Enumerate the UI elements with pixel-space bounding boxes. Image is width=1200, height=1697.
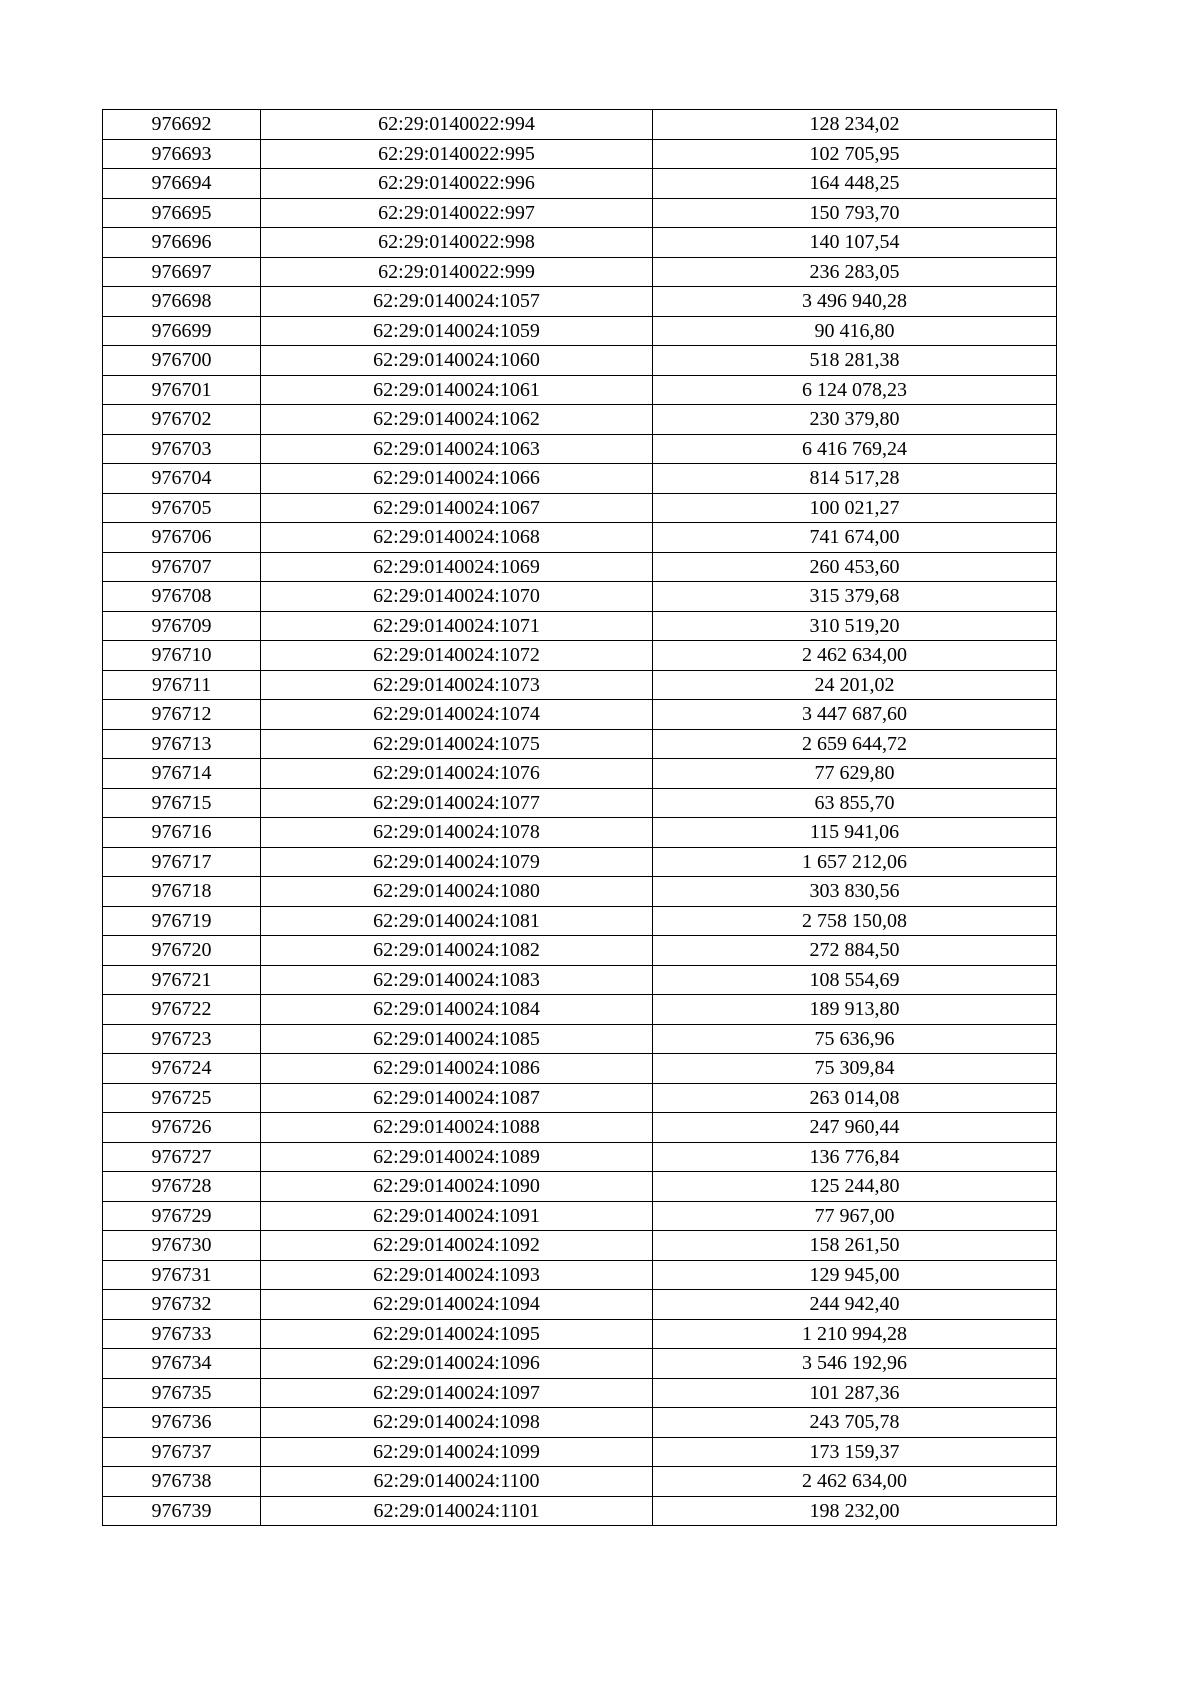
cadastral-number-cell: 62:29:0140024:1085 bbox=[261, 1024, 653, 1054]
row-number-cell: 976727 bbox=[103, 1142, 261, 1172]
table-row bbox=[103, 906, 1057, 936]
table-row bbox=[103, 1437, 1057, 1467]
cadastral-number-cell: 62:29:0140022:999 bbox=[261, 257, 653, 287]
cadastral-number-cell: 62:29:0140024:1098 bbox=[261, 1408, 653, 1438]
table-row bbox=[103, 877, 1057, 907]
row-number-cell: 976735 bbox=[103, 1378, 261, 1408]
row-number-cell: 976700 bbox=[103, 346, 261, 376]
cadastral-value-cell: 814 517,28 bbox=[653, 464, 1057, 494]
row-number-cell: 976694 bbox=[103, 169, 261, 199]
row-number-cell: 976733 bbox=[103, 1319, 261, 1349]
row-number-cell: 976718 bbox=[103, 877, 261, 907]
cadastral-value-cell: 189 913,80 bbox=[653, 995, 1057, 1025]
cadastral-value-cell: 2 462 634,00 bbox=[653, 1467, 1057, 1497]
cadastral-number-cell: 62:29:0140024:1088 bbox=[261, 1113, 653, 1143]
cadastral-value-cell: 310 519,20 bbox=[653, 611, 1057, 641]
row-number-cell: 976719 bbox=[103, 906, 261, 936]
cadastral-value-cell: 1 657 212,06 bbox=[653, 847, 1057, 877]
row-number-cell: 976714 bbox=[103, 759, 261, 789]
cadastral-number-cell: 62:29:0140024:1060 bbox=[261, 346, 653, 376]
table-row bbox=[103, 1231, 1057, 1261]
table-body bbox=[103, 110, 1057, 1526]
cadastral-value-cell: 101 287,36 bbox=[653, 1378, 1057, 1408]
row-number-cell: 976738 bbox=[103, 1467, 261, 1497]
cadastral-value-cell: 90 416,80 bbox=[653, 316, 1057, 346]
row-number-cell: 976734 bbox=[103, 1349, 261, 1379]
row-number-cell: 976696 bbox=[103, 228, 261, 258]
cadastral-value-cell: 272 884,50 bbox=[653, 936, 1057, 966]
table-row bbox=[103, 257, 1057, 287]
cadastral-value-cell: 158 261,50 bbox=[653, 1231, 1057, 1261]
row-number-cell: 976703 bbox=[103, 434, 261, 464]
cadastral-value-cell: 244 942,40 bbox=[653, 1290, 1057, 1320]
cadastral-number-cell: 62:29:0140022:994 bbox=[261, 110, 653, 140]
cadastral-number-cell: 62:29:0140024:1084 bbox=[261, 995, 653, 1025]
row-number-cell: 976717 bbox=[103, 847, 261, 877]
row-number-cell: 976705 bbox=[103, 493, 261, 523]
cadastral-value-cell: 129 945,00 bbox=[653, 1260, 1057, 1290]
row-number-cell: 976711 bbox=[103, 670, 261, 700]
cadastral-value-cell: 3 447 687,60 bbox=[653, 700, 1057, 730]
row-number-cell: 976723 bbox=[103, 1024, 261, 1054]
cadastral-number-cell: 62:29:0140024:1072 bbox=[261, 641, 653, 671]
cadastral-number-cell: 62:29:0140024:1071 bbox=[261, 611, 653, 641]
cadastral-number-cell: 62:29:0140024:1093 bbox=[261, 1260, 653, 1290]
cadastral-value-cell: 75 636,96 bbox=[653, 1024, 1057, 1054]
row-number-cell: 976693 bbox=[103, 139, 261, 169]
table-row bbox=[103, 316, 1057, 346]
cadastral-number-cell: 62:29:0140022:998 bbox=[261, 228, 653, 258]
table-row bbox=[103, 729, 1057, 759]
cadastral-value-table bbox=[102, 109, 1057, 1526]
cadastral-value-cell: 6 124 078,23 bbox=[653, 375, 1057, 405]
cadastral-number-cell: 62:29:0140024:1077 bbox=[261, 788, 653, 818]
cadastral-value-cell: 128 234,02 bbox=[653, 110, 1057, 140]
row-number-cell: 976724 bbox=[103, 1054, 261, 1084]
cadastral-number-cell: 62:29:0140024:1076 bbox=[261, 759, 653, 789]
table-row bbox=[103, 198, 1057, 228]
cadastral-number-cell: 62:29:0140024:1099 bbox=[261, 1437, 653, 1467]
table-row bbox=[103, 228, 1057, 258]
cadastral-value-cell: 150 793,70 bbox=[653, 198, 1057, 228]
row-number-cell: 976698 bbox=[103, 287, 261, 317]
cadastral-number-cell: 62:29:0140024:1080 bbox=[261, 877, 653, 907]
table-row bbox=[103, 700, 1057, 730]
cadastral-number-cell: 62:29:0140024:1068 bbox=[261, 523, 653, 553]
table-row bbox=[103, 287, 1057, 317]
cadastral-value-cell: 140 107,54 bbox=[653, 228, 1057, 258]
cadastral-number-cell: 62:29:0140024:1090 bbox=[261, 1172, 653, 1202]
table-row bbox=[103, 1083, 1057, 1113]
cadastral-number-cell: 62:29:0140024:1075 bbox=[261, 729, 653, 759]
cadastral-value-cell: 125 244,80 bbox=[653, 1172, 1057, 1202]
cadastral-value-cell: 741 674,00 bbox=[653, 523, 1057, 553]
cadastral-number-cell: 62:29:0140024:1078 bbox=[261, 818, 653, 848]
cadastral-value-cell: 315 379,68 bbox=[653, 582, 1057, 612]
table-row bbox=[103, 1378, 1057, 1408]
table-row bbox=[103, 169, 1057, 199]
row-number-cell: 976692 bbox=[103, 110, 261, 140]
row-number-cell: 976739 bbox=[103, 1496, 261, 1526]
row-number-cell: 976710 bbox=[103, 641, 261, 671]
table-row bbox=[103, 582, 1057, 612]
table-row bbox=[103, 847, 1057, 877]
cadastral-value-cell: 173 159,37 bbox=[653, 1437, 1057, 1467]
row-number-cell: 976721 bbox=[103, 965, 261, 995]
table-row bbox=[103, 818, 1057, 848]
cadastral-number-cell: 62:29:0140024:1062 bbox=[261, 405, 653, 435]
table-row bbox=[103, 1113, 1057, 1143]
cadastral-number-cell: 62:29:0140024:1066 bbox=[261, 464, 653, 494]
table-row bbox=[103, 1172, 1057, 1202]
cadastral-value-cell: 75 309,84 bbox=[653, 1054, 1057, 1084]
table-row bbox=[103, 375, 1057, 405]
row-number-cell: 976729 bbox=[103, 1201, 261, 1231]
table-row bbox=[103, 346, 1057, 376]
row-number-cell: 976715 bbox=[103, 788, 261, 818]
cadastral-number-cell: 62:29:0140024:1057 bbox=[261, 287, 653, 317]
table-row bbox=[103, 788, 1057, 818]
cadastral-number-cell: 62:29:0140024:1074 bbox=[261, 700, 653, 730]
row-number-cell: 976712 bbox=[103, 700, 261, 730]
table-row bbox=[103, 1142, 1057, 1172]
table-row bbox=[103, 139, 1057, 169]
cadastral-number-cell: 62:29:0140024:1079 bbox=[261, 847, 653, 877]
table-row bbox=[103, 1290, 1057, 1320]
table-row bbox=[103, 1054, 1057, 1084]
cadastral-value-cell: 230 379,80 bbox=[653, 405, 1057, 435]
cadastral-value-cell: 3 496 940,28 bbox=[653, 287, 1057, 317]
cadastral-value-cell: 2 659 644,72 bbox=[653, 729, 1057, 759]
table-row bbox=[103, 405, 1057, 435]
cadastral-value-cell: 136 776,84 bbox=[653, 1142, 1057, 1172]
table-row bbox=[103, 523, 1057, 553]
table-row bbox=[103, 1024, 1057, 1054]
row-number-cell: 976695 bbox=[103, 198, 261, 228]
cadastral-number-cell: 62:29:0140024:1096 bbox=[261, 1349, 653, 1379]
row-number-cell: 976697 bbox=[103, 257, 261, 287]
cadastral-number-cell: 62:29:0140024:1100 bbox=[261, 1467, 653, 1497]
table-row bbox=[103, 759, 1057, 789]
cadastral-number-cell: 62:29:0140024:1087 bbox=[261, 1083, 653, 1113]
cadastral-value-cell: 260 453,60 bbox=[653, 552, 1057, 582]
cadastral-number-cell: 62:29:0140024:1059 bbox=[261, 316, 653, 346]
table-row bbox=[103, 1201, 1057, 1231]
cadastral-number-cell: 62:29:0140024:1091 bbox=[261, 1201, 653, 1231]
row-number-cell: 976704 bbox=[103, 464, 261, 494]
cadastral-number-cell: 62:29:0140024:1081 bbox=[261, 906, 653, 936]
cadastral-value-cell: 115 941,06 bbox=[653, 818, 1057, 848]
cadastral-value-cell: 518 281,38 bbox=[653, 346, 1057, 376]
table-row bbox=[103, 1408, 1057, 1438]
row-number-cell: 976720 bbox=[103, 936, 261, 966]
cadastral-number-cell: 62:29:0140024:1070 bbox=[261, 582, 653, 612]
cadastral-number-cell: 62:29:0140024:1083 bbox=[261, 965, 653, 995]
table-row bbox=[103, 641, 1057, 671]
cadastral-number-cell: 62:29:0140024:1067 bbox=[261, 493, 653, 523]
cadastral-value-cell: 198 232,00 bbox=[653, 1496, 1057, 1526]
cadastral-number-cell: 62:29:0140024:1069 bbox=[261, 552, 653, 582]
cadastral-number-cell: 62:29:0140024:1101 bbox=[261, 1496, 653, 1526]
cadastral-value-cell: 263 014,08 bbox=[653, 1083, 1057, 1113]
row-number-cell: 976736 bbox=[103, 1408, 261, 1438]
cadastral-value-cell: 102 705,95 bbox=[653, 139, 1057, 169]
cadastral-number-cell: 62:29:0140024:1092 bbox=[261, 1231, 653, 1261]
cadastral-number-cell: 62:29:0140024:1086 bbox=[261, 1054, 653, 1084]
cadastral-value-cell: 108 554,69 bbox=[653, 965, 1057, 995]
cadastral-value-cell: 77 967,00 bbox=[653, 1201, 1057, 1231]
cadastral-value-cell: 236 283,05 bbox=[653, 257, 1057, 287]
row-number-cell: 976699 bbox=[103, 316, 261, 346]
row-number-cell: 976725 bbox=[103, 1083, 261, 1113]
table-row bbox=[103, 1349, 1057, 1379]
table-row bbox=[103, 965, 1057, 995]
row-number-cell: 976726 bbox=[103, 1113, 261, 1143]
row-number-cell: 976730 bbox=[103, 1231, 261, 1261]
table-row bbox=[103, 936, 1057, 966]
row-number-cell: 976701 bbox=[103, 375, 261, 405]
cadastral-value-cell: 164 448,25 bbox=[653, 169, 1057, 199]
cadastral-number-cell: 62:29:0140022:995 bbox=[261, 139, 653, 169]
row-number-cell: 976737 bbox=[103, 1437, 261, 1467]
cadastral-number-cell: 62:29:0140022:996 bbox=[261, 169, 653, 199]
row-number-cell: 976716 bbox=[103, 818, 261, 848]
table-row bbox=[103, 493, 1057, 523]
table-row bbox=[103, 110, 1057, 140]
cadastral-number-cell: 62:29:0140024:1094 bbox=[261, 1290, 653, 1320]
cadastral-value-cell: 247 960,44 bbox=[653, 1113, 1057, 1143]
cadastral-value-cell: 63 855,70 bbox=[653, 788, 1057, 818]
table-row bbox=[103, 434, 1057, 464]
cadastral-value-cell: 303 830,56 bbox=[653, 877, 1057, 907]
cadastral-value-cell: 6 416 769,24 bbox=[653, 434, 1057, 464]
cadastral-value-cell: 2 462 634,00 bbox=[653, 641, 1057, 671]
row-number-cell: 976702 bbox=[103, 405, 261, 435]
cadastral-number-cell: 62:29:0140024:1063 bbox=[261, 434, 653, 464]
row-number-cell: 976706 bbox=[103, 523, 261, 553]
cadastral-number-cell: 62:29:0140024:1089 bbox=[261, 1142, 653, 1172]
row-number-cell: 976708 bbox=[103, 582, 261, 612]
cadastral-number-cell: 62:29:0140024:1097 bbox=[261, 1378, 653, 1408]
cadastral-value-cell: 3 546 192,96 bbox=[653, 1349, 1057, 1379]
row-number-cell: 976722 bbox=[103, 995, 261, 1025]
cadastral-value-cell: 2 758 150,08 bbox=[653, 906, 1057, 936]
table-row bbox=[103, 1319, 1057, 1349]
table-row bbox=[103, 1467, 1057, 1497]
table-row bbox=[103, 464, 1057, 494]
table-row bbox=[103, 611, 1057, 641]
cadastral-value-cell: 24 201,02 bbox=[653, 670, 1057, 700]
cadastral-number-cell: 62:29:0140022:997 bbox=[261, 198, 653, 228]
cadastral-value-cell: 100 021,27 bbox=[653, 493, 1057, 523]
row-number-cell: 976713 bbox=[103, 729, 261, 759]
cadastral-number-cell: 62:29:0140024:1061 bbox=[261, 375, 653, 405]
table-row bbox=[103, 995, 1057, 1025]
cadastral-value-cell: 243 705,78 bbox=[653, 1408, 1057, 1438]
cadastral-value-cell: 77 629,80 bbox=[653, 759, 1057, 789]
row-number-cell: 976707 bbox=[103, 552, 261, 582]
cadastral-number-cell: 62:29:0140024:1073 bbox=[261, 670, 653, 700]
row-number-cell: 976732 bbox=[103, 1290, 261, 1320]
table-row bbox=[103, 670, 1057, 700]
row-number-cell: 976731 bbox=[103, 1260, 261, 1290]
table-row bbox=[103, 1496, 1057, 1526]
table-row bbox=[103, 1260, 1057, 1290]
cadastral-number-cell: 62:29:0140024:1095 bbox=[261, 1319, 653, 1349]
row-number-cell: 976709 bbox=[103, 611, 261, 641]
cadastral-value-cell: 1 210 994,28 bbox=[653, 1319, 1057, 1349]
row-number-cell: 976728 bbox=[103, 1172, 261, 1202]
table-row bbox=[103, 552, 1057, 582]
cadastral-number-cell: 62:29:0140024:1082 bbox=[261, 936, 653, 966]
